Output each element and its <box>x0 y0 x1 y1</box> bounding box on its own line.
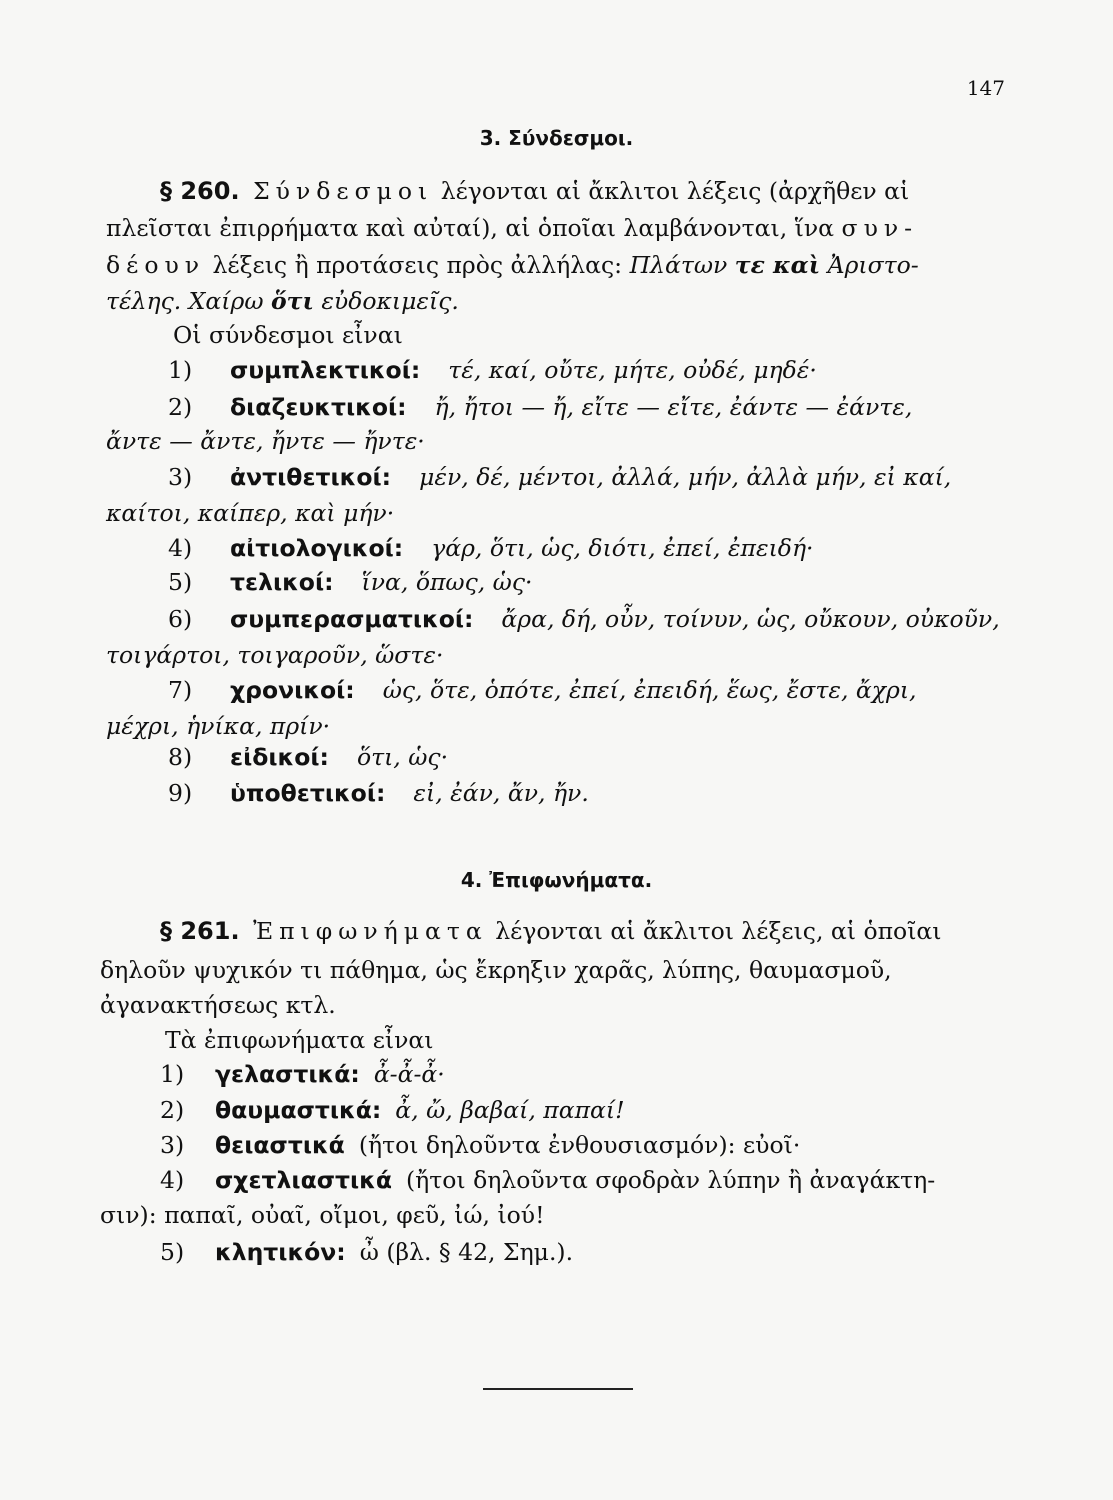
paragraph-261-line-3: ἀγανακτήσεως κτλ. <box>100 991 336 1019</box>
item-number: 4) <box>168 534 193 562</box>
item-examples: εἰ, ἐάν, ἄν, ἤν. <box>413 779 589 807</box>
paragraph-261-line-2: δηλοῦν ψυχικόν τι πάθημα, ὡς ἔκρηξιν χαρᾶς, λύπης, θαυμασμοῦ, <box>100 956 892 984</box>
conjunction-item <box>168 742 448 772</box>
item-number: 2) <box>168 393 193 421</box>
item-number: 7) <box>168 676 193 704</box>
conjunction-item <box>168 462 951 492</box>
item-term: γελαστικά: <box>215 1060 360 1088</box>
conjunction-item <box>168 392 912 422</box>
paragraph-text: λέξεις ἢ προτάσεις πρὸς ἀλλήλας: <box>212 251 623 279</box>
interjection-item-continuation <box>100 1200 545 1230</box>
interjection-item <box>160 1237 573 1267</box>
item-term: θαυμαστικά: <box>215 1096 382 1124</box>
item-term: ὑποθετικοί: <box>230 779 386 807</box>
paragraph-260-line-4 <box>106 286 459 316</box>
item-examples: ὅτι, ὡς· <box>356 743 449 771</box>
item-examples: ἄρα, δή, οὖν, τοίνυν, ὡς, οὔκουν, οὐκοῦν, <box>501 605 1000 633</box>
item-number: 2) <box>160 1096 185 1124</box>
conjunction-item <box>168 533 814 563</box>
item-examples: γάρ, ὅτι, ὡς, διότι, ἐπεί, ἐπειδή· <box>431 534 814 562</box>
item-examples: ὡς, ὅτε, ὁπότε, ἐπεί, ἐπειδή, ἕως, ἔστε, ἄχρι, <box>382 676 917 704</box>
item-term: συμπερασματικοί: <box>230 605 474 633</box>
item-examples: ἆ-ἆ-ἆ· <box>373 1060 445 1088</box>
conjunction-item-continuation <box>106 498 394 528</box>
example-conjunction: τε καὶ <box>734 251 821 279</box>
conjunction-item <box>168 567 532 597</box>
item-examples: (ἤτοι δηλοῦντα ἐνθουσιασμόν): εὐοῖ· <box>358 1131 801 1159</box>
section-heading-interjections: 4. Ἐπιφωνήματα. <box>460 868 653 892</box>
item-examples: μέχρι, ἡνίκα, πρίν· <box>106 712 331 740</box>
item-number: 6) <box>168 605 193 633</box>
item-examples: τοιγάρτοι, τοιγαροῦν, ὥστε· <box>106 641 444 669</box>
paragraph-number: § 261. <box>160 917 240 945</box>
paragraph-260-line-3 <box>106 250 919 280</box>
item-term: θειαστικά <box>215 1131 345 1159</box>
item-examples: μέν, δέ, μέντοι, ἀλλά, μήν, ἀλλὰ μήν, εἰ καί, <box>419 463 952 491</box>
item-number: 5) <box>168 568 193 596</box>
item-number: 5) <box>160 1238 185 1266</box>
page-number: 147 <box>966 76 1005 100</box>
item-examples: ἄντε — ἄντε, ἤντε — ἤντε· <box>106 427 425 455</box>
example-text: εὐδοκιμεῖς. <box>321 287 459 315</box>
spaced-word: συν- <box>841 214 919 242</box>
item-examples: ἵνα, ὅπως, ὡς· <box>361 568 533 596</box>
item-term: συμπλεκτικοί: <box>230 356 421 384</box>
item-number: 8) <box>168 743 193 771</box>
item-number: 4) <box>160 1166 185 1194</box>
interjection-item <box>160 1165 935 1195</box>
section-end-rule <box>483 1388 633 1390</box>
section-heading-conjunctions: 3. Σύνδεσμοι. <box>479 126 634 150</box>
item-term: τελικοί: <box>230 568 334 596</box>
spaced-word: δέουν <box>106 251 206 279</box>
paragraph-260-line-1 <box>160 176 909 206</box>
example-conjunction: ὅτι <box>270 287 314 315</box>
paragraph-text: πλεῖσται ἐπιρρήματα καὶ αὐταί), αἱ ὁποῖαι λαμβάνονται, ἵνα <box>106 214 835 242</box>
example-text: τέλης. Χαίρω <box>106 287 264 315</box>
item-examples: ἤ, ἤτοι — ἤ, εἴτε — εἴτε, ἐάντε — ἐάντε, <box>434 393 913 421</box>
item-examples: σιν): παπαῖ, οὐαῖ, οἴμοι, φεῦ, ἰώ, ἰού! <box>100 1201 545 1229</box>
conjunction-item-continuation <box>106 640 443 670</box>
item-number: 3) <box>168 463 193 491</box>
item-examples: (ἤτοι δηλοῦντα σφοδρὰν λύπην ἢ ἀναγάκτη- <box>406 1166 936 1194</box>
defined-term: Σύνδεσμοι <box>253 177 434 205</box>
interjection-item <box>160 1130 800 1160</box>
conjunction-item <box>168 675 917 705</box>
item-term: κλητικόν: <box>215 1238 346 1266</box>
example-text: Ἀριστο- <box>827 251 919 279</box>
conjunctions-intro: Οἱ σύνδεσμοι εἶναι <box>173 321 403 349</box>
item-number: 3) <box>160 1131 185 1159</box>
defined-term: Ἐπιφωνήματα <box>253 917 488 945</box>
interjection-item <box>160 1059 445 1089</box>
paragraph-text: λέγονται αἱ ἄκλιτοι λέξεις, αἱ ὁποῖαι <box>495 917 942 945</box>
item-number: 1) <box>168 356 193 384</box>
paragraph-260-line-2 <box>106 213 918 243</box>
example-text: Πλάτων <box>629 251 728 279</box>
item-term: ἀντιθετικοί: <box>230 463 392 491</box>
item-term: σχετλιαστικά <box>215 1166 393 1194</box>
item-examples: ὦ (βλ. § 42, Σημ.). <box>359 1238 574 1266</box>
item-examples: καίτοι, καίπερ, καὶ μήν· <box>106 499 395 527</box>
item-term: διαζευκτικοί: <box>230 393 407 421</box>
paragraph-number: § 260. <box>160 177 240 205</box>
item-number: 1) <box>160 1060 185 1088</box>
conjunction-item <box>168 778 589 808</box>
conjunction-item <box>168 604 1000 634</box>
item-term: χρονικοί: <box>230 676 355 704</box>
conjunction-item-continuation <box>106 426 425 456</box>
item-examples: ἆ, ὤ, βαβαί, παπαί! <box>395 1096 625 1124</box>
item-term: εἰδικοί: <box>230 743 329 771</box>
paragraph-261-line-1 <box>160 916 942 946</box>
item-term: αἰτιολογικοί: <box>230 534 404 562</box>
item-examples: τέ, καί, οὔτε, μήτε, οὐδέ, μηδέ· <box>448 356 817 384</box>
interjections-intro: Τὰ ἐπιφωνήματα εἶναι <box>165 1026 434 1054</box>
conjunction-item-continuation <box>106 711 330 741</box>
conjunction-item <box>168 355 817 385</box>
interjection-item <box>160 1095 625 1125</box>
item-number: 9) <box>168 779 193 807</box>
paragraph-text: λέγονται αἱ ἄκλιτοι λέξεις (ἀρχῆθεν αἱ <box>440 177 910 205</box>
